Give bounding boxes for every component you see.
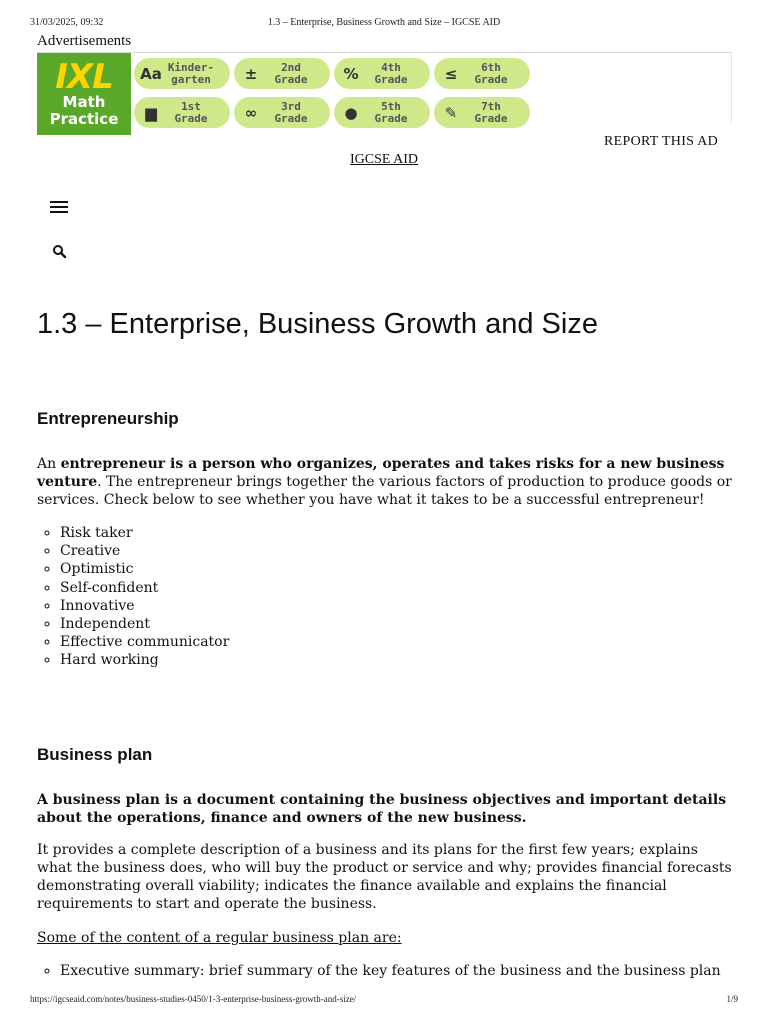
grade-grid bbox=[134, 58, 506, 132]
print-page-title: 1.3 – Enterprise, Business Growth and Size – IGCSE AID bbox=[267, 17, 501, 28]
grade-label: 4th Grade bbox=[374, 60, 408, 86]
business-plan-contents-list bbox=[37, 962, 760, 980]
letters-icon: Aa bbox=[140, 64, 162, 83]
list-item: ◦ Innovative bbox=[60, 597, 229, 615]
ixl-ad-banner[interactable] bbox=[37, 53, 508, 135]
grade-label: 7th Grade bbox=[474, 99, 508, 125]
list-item: ◦ Risk taker bbox=[60, 524, 229, 542]
grade-button-2nd[interactable] bbox=[234, 58, 330, 89]
less-equal-icon: ≤ bbox=[444, 64, 458, 83]
grade-label: 5th Grade bbox=[374, 99, 408, 125]
print-page-number: 1/9 bbox=[726, 994, 738, 1004]
ixl-logo-text: IXL bbox=[55, 57, 113, 97]
cup-icon: ▆ bbox=[145, 103, 157, 122]
list-item: ◦ Creative bbox=[60, 542, 229, 560]
apple-icon: ● bbox=[344, 103, 358, 122]
plus-minus-icon: ± bbox=[244, 64, 258, 83]
grade-label: 2nd Grade bbox=[274, 60, 308, 86]
business-plan-definition: A business plan is a document containing the business objectives and important details about the operations, finance and owners of the new business. bbox=[37, 792, 727, 826]
pencil-icon: ✎ bbox=[444, 103, 458, 122]
print-header bbox=[30, 17, 738, 31]
print-footer bbox=[30, 994, 738, 1008]
grade-label: 3rd Grade bbox=[274, 99, 308, 125]
advertisements-label: Advertisements bbox=[37, 33, 132, 49]
list-item: ◦ Self-confident bbox=[60, 579, 229, 597]
grade-button-6th[interactable] bbox=[434, 58, 530, 89]
heading-entrepreneurship: Entrepreneurship bbox=[37, 409, 179, 428]
ad-divider-vertical bbox=[731, 52, 732, 124]
report-ad-link[interactable]: REPORT THIS AD bbox=[604, 134, 719, 149]
grade-label: 6th Grade bbox=[474, 60, 508, 86]
ixl-logo[interactable] bbox=[37, 53, 131, 135]
grade-label: Kinder- garten bbox=[167, 60, 215, 86]
list-item: ◦ Effective communicator bbox=[60, 633, 229, 651]
search-icon[interactable] bbox=[52, 244, 68, 260]
list-item: ◦ Executive summary: brief summary of the key features of the business and the business plan bbox=[60, 962, 760, 980]
list-item: ◦ Independent bbox=[60, 615, 229, 633]
site-title bbox=[0, 152, 768, 168]
percent-icon: % bbox=[343, 64, 359, 83]
grade-button-4th[interactable] bbox=[334, 58, 430, 89]
heading-business-plan: Business plan bbox=[37, 745, 153, 764]
grade-button-1st[interactable] bbox=[134, 97, 230, 128]
business-plan-description: It provides a complete description of a business and its plans for the first few years; explains what the business does, who will buy the product or service and why; provides financial forecasts demonstrating overall viability; indicates the finance available and explains the financial requirements to start and operate the business. bbox=[37, 842, 732, 912]
grade-button-kindergarten[interactable] bbox=[134, 58, 230, 89]
entrepreneur-definition: An entrepreneur is a person who organizes, operates and takes risks for a new business venture. The entrepreneur brings together the various factors of production to produce goods or services. Check below to see whether you have what it takes to be a successful entrepreneur! bbox=[37, 456, 732, 508]
print-url: https://igcseaid.com/notes/business-studies-0450/1-3-enterprise-business-growth-and-size/ bbox=[30, 994, 357, 1004]
ixl-logo-subtitle: Math Practice bbox=[49, 93, 119, 128]
grade-button-7th[interactable] bbox=[434, 97, 530, 128]
infinity-icon: ∞ bbox=[244, 103, 258, 122]
grade-button-5th[interactable] bbox=[334, 97, 430, 128]
print-datetime: 31/03/2025, 09:32 bbox=[30, 17, 104, 28]
article-title: 1.3 – Enterprise, Business Growth and Size bbox=[37, 308, 598, 340]
list-item: ◦ Optimistic bbox=[60, 560, 229, 578]
entrepreneur-traits-list bbox=[37, 524, 229, 670]
site-title-link[interactable]: IGCSE AID bbox=[349, 152, 419, 167]
list-item: ◦ Hard working bbox=[60, 651, 229, 669]
grade-label: 1st Grade bbox=[174, 99, 208, 125]
hamburger-menu-icon[interactable] bbox=[50, 201, 68, 215]
grade-button-3rd[interactable] bbox=[234, 97, 330, 128]
business-plan-content-intro: Some of the content of a regular business plan are: bbox=[37, 930, 402, 946]
